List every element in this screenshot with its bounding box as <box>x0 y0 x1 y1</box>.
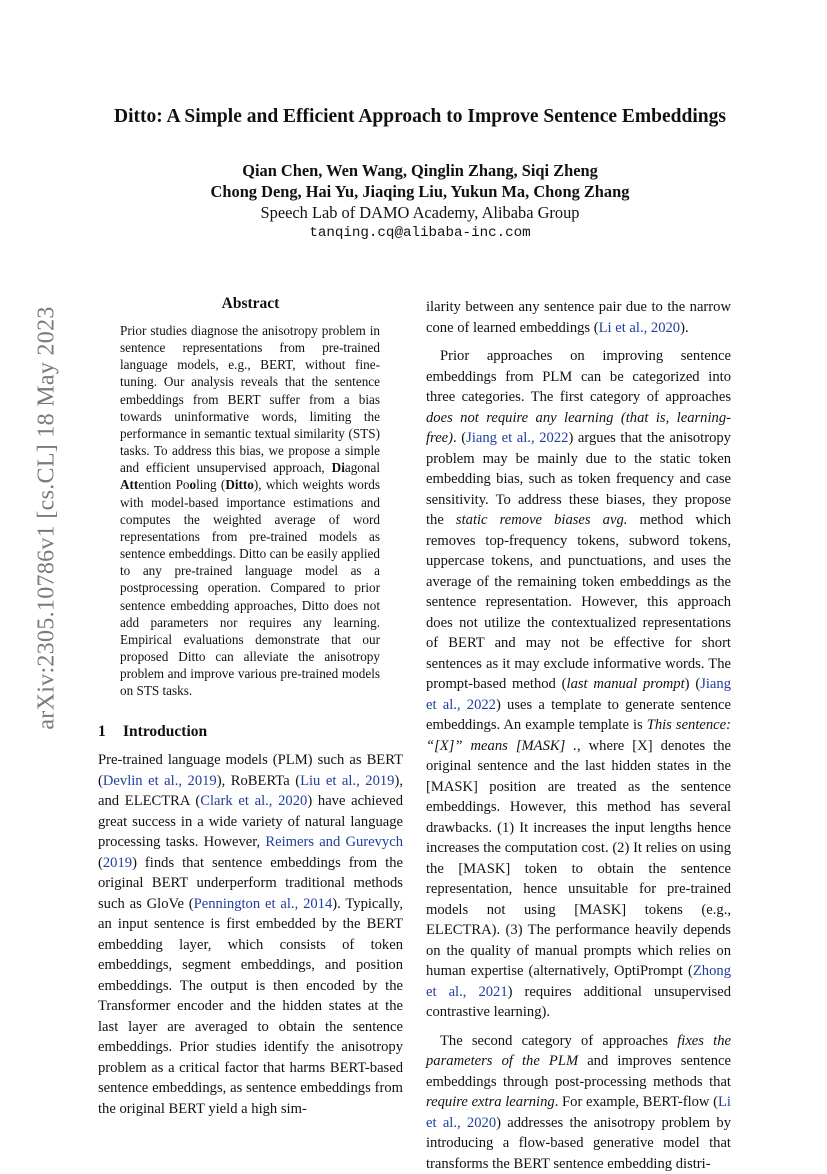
author-block <box>80 160 760 244</box>
citation-link[interactable]: Li et al., 2020 <box>426 1094 731 1131</box>
arxiv-identifier <box>32 354 62 682</box>
abstract-text: Prior studies diagnose the anisotropy problem in sentence representations from pre-trained language models, e.g., BERT, without fine-tuning. Our analysis reveals that the sentence embeddings from BERT suffer from a bias towards uninformative words, limiting the performance in semantic textual similarity (STS) tasks. To address this bias, we propose a simple and efficient unsupervised approach, Diagonal Attention Pooling (Ditto), which weights words with model-based importance estimations and computes the weighted average of word representations from pre-trained models as sentence embeddings. Ditto can be easily applied to any pre-trained language model as a postprocessing operation. Compared to prior sentence embedding approaches, Ditto does not add parameters nor requires any learning. Empirical evaluations demonstrate that our proposed Ditto can alleviate the anisotropy problem and improve various pre-trained models on STS tasks. <box>120 322 380 699</box>
citation-link[interactable]: Li et al., 2020 <box>599 320 680 336</box>
section-number: 1 <box>98 723 123 741</box>
paper-title: Ditto: A Simple and Efficient Approach to Improve Sentence Embeddings <box>80 106 760 128</box>
body-paragraph: ilarity between any sentence pair due to the narrow cone of learned embeddings (Li et al., 2020). <box>426 297 731 338</box>
section-heading-introduction <box>98 723 403 741</box>
author-email[interactable]: tanqing.cq@alibaba-inc.com <box>80 223 760 244</box>
author-line-2: Chong Deng, Hai Yu, Jiaqing Liu, Yukun Ma, Chong Zhang <box>80 181 760 202</box>
citation-link[interactable]: Liu et al., 2019 <box>300 773 394 789</box>
citation-link[interactable]: Devlin et al., 2019 <box>103 773 217 789</box>
citation-link[interactable]: Jiang et al., 2022 <box>466 430 568 446</box>
affiliation: Speech Lab of DAMO Academy, Alibaba Group <box>80 202 760 223</box>
right-column <box>426 297 731 1174</box>
section-title: Introduction <box>123 723 207 740</box>
arxiv-id-text: arXiv:2305.10786v1 [cs.CL] 18 May 2023 <box>34 306 61 729</box>
body-paragraph: The second category of approaches fixes the parameters of the PLM and improves sentence embeddings through post-processing methods that require extra learning. For example, BERT-flow (Li et al., 2020) addresses the anisotropy problem by introducing a flow-based generative model that transforms the BERT sentence embedding distri- <box>426 1031 731 1174</box>
intro-paragraph: Pre-trained language models (PLM) such as BERT (Devlin et al., 2019), RoBERTa (Liu et al., 2019), and ELECTRA (Clark et al., 2020) have achieved great success in a wide variety of natural language processing tasks. However, Reimers and Gurevych (2019) finds that sentence embeddings from the original BERT underperform traditional methods such as GloVe (Pennington et al., 2014). Typically, an input sentence is first embedded by the BERT embedding layer, which consists of token embeddings, segment embeddings, and position embeddings. The output is then encoded by the Transformer encoder and the hidden states at the last layer are averaged to obtain the sentence embeddings. Prior studies identify the anisotropy problem as a critical factor that harms BERT-based sentence embeddings, as sentence embeddings from the original BERT yield a high sim- <box>98 750 403 1119</box>
abstract-heading: Abstract <box>98 295 403 313</box>
author-line-1: Qian Chen, Wen Wang, Qinglin Zhang, Siqi Zheng <box>80 160 760 181</box>
citation-link[interactable]: Zhong et al., 2021 <box>426 963 731 1000</box>
citation-link[interactable]: Clark et al., 2020 <box>200 793 307 809</box>
citation-link[interactable]: Pennington et al., 2014 <box>194 896 333 912</box>
citation-link[interactable]: Jiang et al., 2022 <box>426 676 731 713</box>
citation-link[interactable]: Reimers and Gurevych <box>265 834 403 850</box>
citation-link[interactable]: 2019 <box>103 855 132 871</box>
body-paragraph: Prior approaches on improving sentence embeddings from PLM can be categorized into three categories. The first category of approaches does not require any learning (that is, learning-free). (Jiang et al., 2022) argues that the anisotropy problem may be mainly due to the static token embedding bias, such as token frequency and case sensitivity. To address these biases, they propose the static remove biases avg. method which removes top-frequency tokens, subword tokens, uppercase tokens, and punctuations, and uses the average of the remaining token embeddings as the sentence representation. However, this approach does not utilize the contextualized representations of BERT and may not be effective for short sentences as it may exclude informative words. The prompt-based method (last manual prompt) (Jiang et al., 2022) uses a template to generate sentence embeddings. An example template is This sentence: “[X]” means [MASK] ., where [X] denotes the original sentence and the last hidden states in the [MASK] position are treated as the sentence embeddings. However, this method has several drawbacks. (1) It increases the input lengths hence increases the computation cost. (2) It relies on using the [MASK] token to obtain the sentence representation, hence unsuitable for pre-trained models not using [MASK] tokens (e.g., ELECTRA). (3) The performance heavily depends on the quality of manual prompts which relies on human expertise (alternatively, OptiPrompt (Zhong et al., 2021) requires additional unsupervised contrastive learning). <box>426 346 731 1023</box>
left-column <box>98 295 403 1119</box>
